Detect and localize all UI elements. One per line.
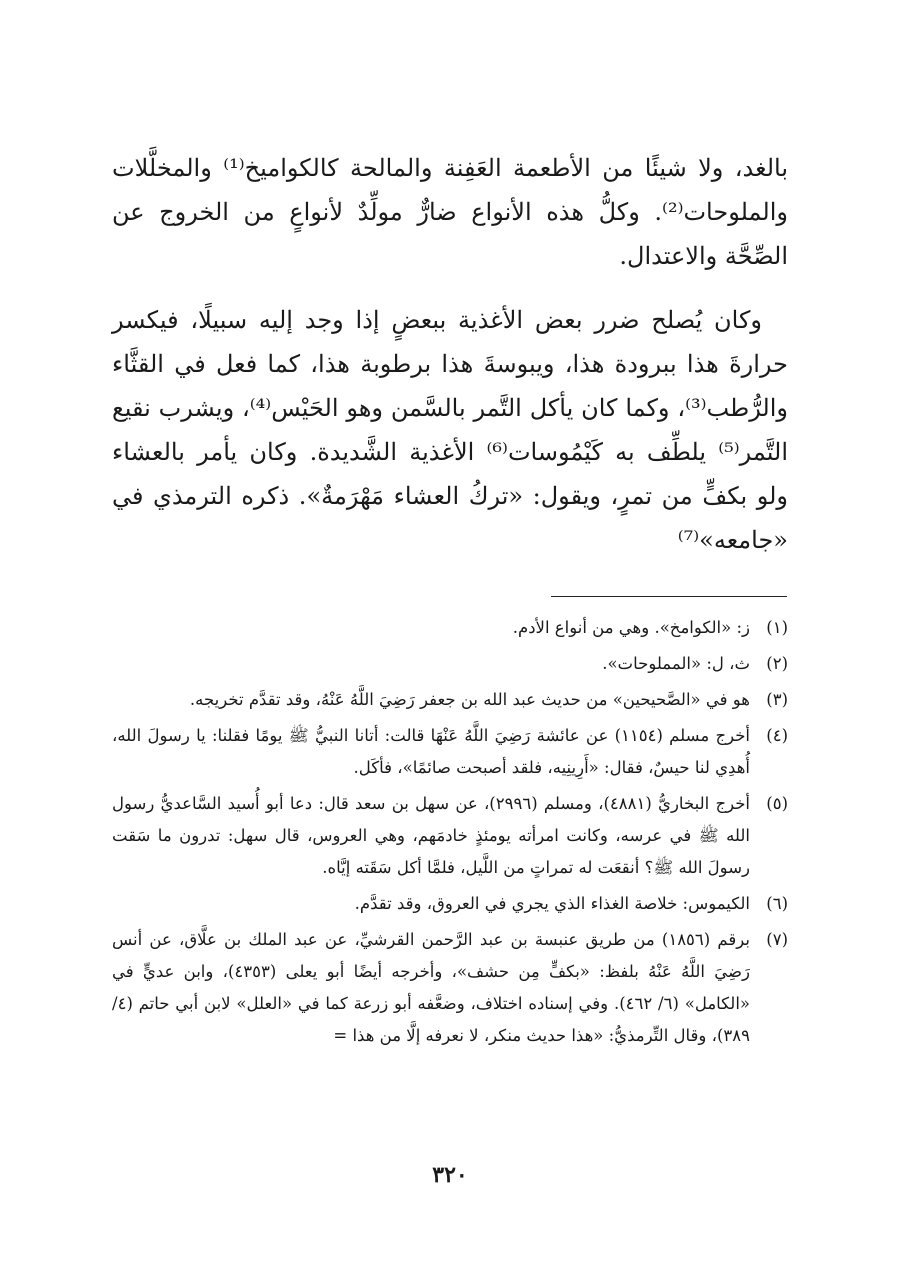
- footnote-text: ث، ل: «المملوحات».: [602, 654, 750, 673]
- footnote-1: [112, 612, 788, 644]
- footnote-7: [112, 924, 788, 1052]
- main-text: [112, 146, 788, 562]
- footnote-text: الكيموس: خلاصة الغذاء الذي يجري في العروق، وقد تقدَّم.: [354, 894, 750, 913]
- paragraph-1: بالغد، ولا شيئًا من الأطعمة العَفِنة والمالحة كالكواميخ⁽¹⁾ والمخلَّلات والملوحات⁽²⁾. وكلُّ هذه الأنواع ضارٌّ مولِّدٌ لأنواعٍ من الخروج عن الصِّحَّة والاعتدال.: [112, 154, 788, 270]
- footnote-number: (٢): [766, 654, 788, 673]
- footnote-text: هو في «الصَّحيحين» من حديث عبد الله بن جعفر رَضِيَ اللَّهُ عَنْهُ، وقد تقدَّم تخريجه.: [189, 690, 750, 709]
- footnote-3: [112, 684, 788, 716]
- footnote-text: برقم (١٨٥٦) من طريق عنبسة بن عبد الرَّحمن القرشيِّ، عن عبد الملك بن علَّاق، عن أنس رَضِيَ اللَّهُ عَنْهُ بلفظ: «بكفٍّ مِن حشف»، وأخرجه أيضًا أبو يعلى (٤٣٥٣)، وابن عديٍّ في «الكامل» (٦/ ٤٦٢). وفي إسناده اختلاف، وضعَّفه أبو زرعة كما في «العلل» لابن أبي حاتم (٤/ ٣٨٩)، وقال التِّرمذيُّ: «هذا حديث منكر، لا نعرفه إلَّا من هذا =: [112, 930, 751, 1045]
- footnote-6: [112, 888, 788, 920]
- paragraph-2: [112, 298, 788, 562]
- footnote-2: [112, 648, 788, 680]
- footnote-5: [112, 788, 788, 884]
- footnote-number: (٣): [766, 690, 788, 709]
- footnote-number: (٤): [766, 726, 788, 745]
- footnotes: [112, 612, 788, 1056]
- footnote-text: أخرج البخاريُّ (٤٨٨١)، ومسلم (٢٩٩٦)، عن سهل بن سعد قال: دعا أبو أُسيد السَّاعديُّ رسول الله ﷺ في عرسه، وكانت امرأته يومئذٍ خادمَهم، وهي العروس، قال سهل: تدرون ما سَقت رسولَ الله ﷺ؟ أنقعَت له تمراتٍ من اللَّيل، فلمَّا أكل سَقَته إيَّاه.: [112, 794, 750, 877]
- footnote-number: (٥): [766, 794, 788, 813]
- paragraph-2-text: وكان يُصلح ضرر بعض الأغذية ببعضٍ إذا وجد إليه سبيلًا، فيكسر حرارةَ هذا ببرودة هذا، ويبوسةَ هذا برطوبة هذا، كما فعل في القثَّاء والرُّطب⁽³⁾، وكما كان يأكل التَّمر بالسَّمن وهو الحَيْس⁽⁴⁾، ويشرب نقيع التَّمر⁽⁵⁾ يلطِّف به كَيْمُوسات⁽⁶⁾ الأغذية الشَّديدة. وكان يأمر بالعشاء ولو بكفٍّ من تمرٍ، ويقول: «تركُ العشاء مَهْرَمةٌ». ذكره الترمذي في «جامعه»⁽⁷⁾: [112, 306, 788, 554]
- footnote-4: [112, 720, 788, 784]
- footnote-divider: [551, 596, 787, 597]
- footnote-number: (٧): [766, 930, 788, 949]
- footnote-text: أخرج مسلم (١١٥٤) عن عائشة رَضِيَ اللَّهُ عَنْهَا قالت: أتانا النبيُّ ﷺ يومًا فقلنا: يا رسولَ الله، أُهدِي لنا حيسٌ، فقال: «أَرِينِيه، فلقد أصبحت صائمًا»، فأكَل.: [112, 726, 750, 777]
- footnote-text: ز: «الكوامخ». وهي من أنواع الأدم.: [512, 618, 750, 637]
- footnote-number: (١): [766, 618, 788, 637]
- footnote-number: (٦): [766, 894, 788, 913]
- page-number: ٣٢٠: [432, 1162, 468, 1188]
